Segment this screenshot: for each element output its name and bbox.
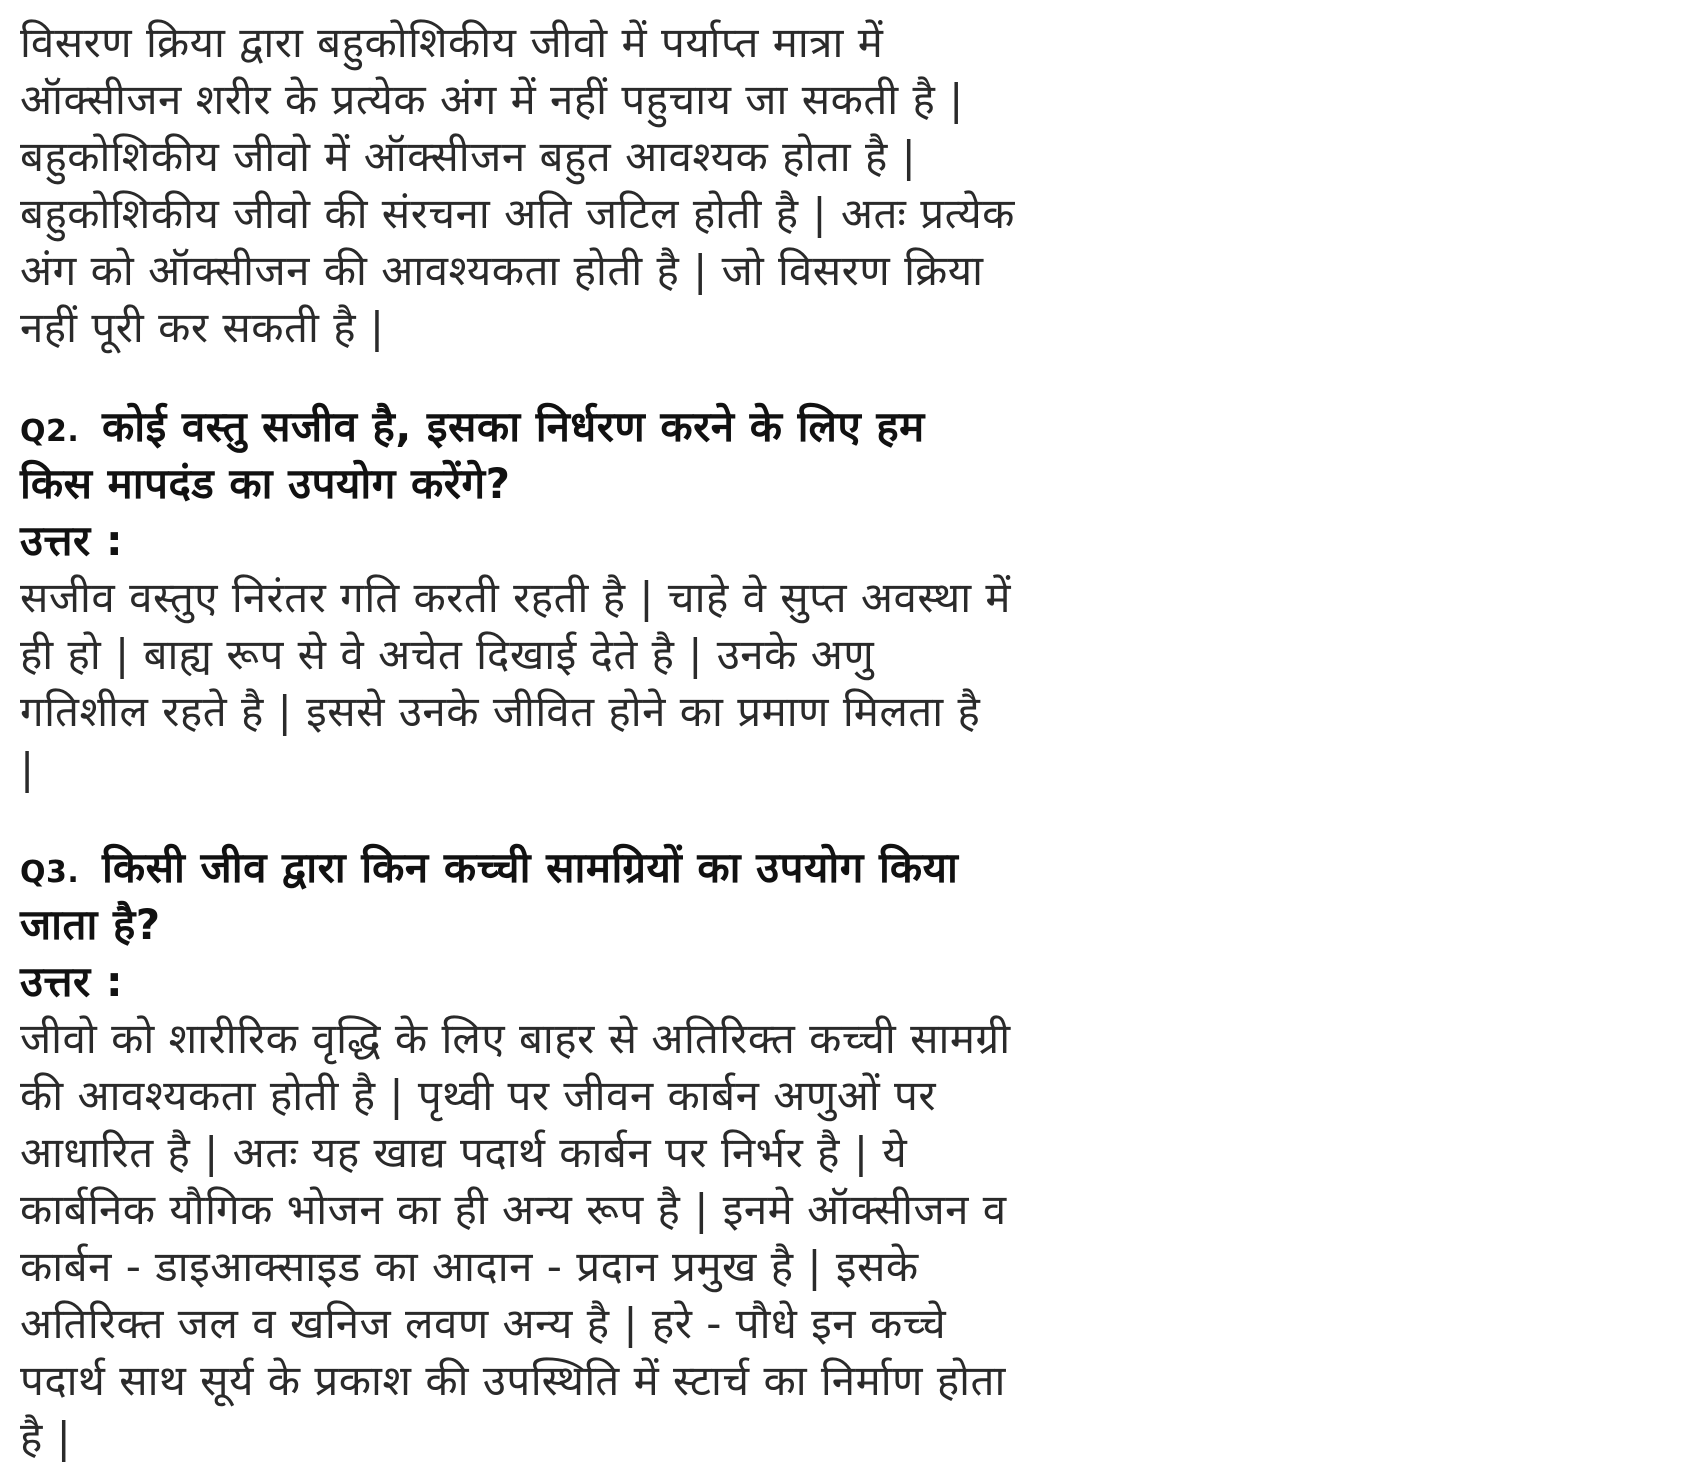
text-line: विसरण क्रिया द्वारा बहुकोशिकीय जीवो में पर्याप्त मात्रा में <box>20 18 884 67</box>
question-3-block <box>20 839 1180 1466</box>
question-2-line-1 <box>20 398 1180 455</box>
text-line: सजीव वस्तुए निरंतर गति करती रहती है | चाहे वे सुप्त अवस्था में <box>20 573 1012 622</box>
question-3-line-1 <box>20 839 1180 896</box>
question-2-block <box>20 398 1180 797</box>
text-line: ऑक्सीजन शरीर के प्रत्येक अंग में नहीं पहुचाय जा सकती है | <box>20 75 964 124</box>
question-text: किसी जीव द्वारा किन कच्ची सामग्रियों का उपयोग किया <box>102 843 959 892</box>
answer-label: उत्तर : <box>20 516 124 565</box>
text-line: गतिशील रहते है | इससे उनके जीवित होने का प्रमाण मिलता है <box>20 687 981 736</box>
text-line: | <box>20 744 35 793</box>
section-gap <box>20 356 1180 398</box>
text-line: है | <box>20 1413 72 1462</box>
question-number: Q2. <box>20 414 80 449</box>
text-line: ही हो | बाह्य रूप से वे अचेत दिखाई देते है | उनके अणु <box>20 630 875 679</box>
text-line: कार्बन - डाइआक्साइड का आदान - प्रदान प्रमुख है | इसके <box>20 1242 919 1291</box>
question-2-line-2: किस मापदंड का उपयोग करेंगे? <box>20 459 511 508</box>
document-page <box>20 14 1180 1466</box>
text-line: अतिरिक्त जल व खनिज लवण अन्य है | हरे - पौधे इन कच्चे <box>20 1299 947 1348</box>
text-line: पदार्थ साथ सूर्य के प्रकाश की उपस्थिति में स्टार्च का निर्माण होता <box>20 1356 1006 1405</box>
question-3-line-2: जाता है? <box>20 900 161 949</box>
text-line: जीवो को शारीरिक वृद्धि के लिए बाहर से अतिरिक्त कच्ची सामग्री <box>20 1014 1011 1063</box>
answer-label: उत्तर : <box>20 957 124 1006</box>
text-line: की आवश्यकता होती है | पृथ्वी पर जीवन कार्बन अणुओं पर <box>20 1071 937 1120</box>
text-line: बहुकोशिकीय जीवो में ऑक्सीजन बहुत आवश्यक होता है | <box>20 132 917 181</box>
text-line: नहीं पूरी कर सकती है | <box>20 303 385 352</box>
text-line: अंग को ऑक्सीजन की आवश्यकता होती है | जो विसरण क्रिया <box>20 246 984 295</box>
text-line: बहुकोशिकीय जीवो की संरचना अति जटिल होती है | अतः प्रत्येक <box>20 189 1015 238</box>
question-text: कोई वस्तु सजीव है, इसका निर्धरण करने के लिए हम <box>102 402 925 451</box>
section-gap <box>20 797 1180 839</box>
text-line: आधारित है | अतः यह खाद्य पदार्थ कार्बन पर निर्भर है | ये <box>20 1128 908 1177</box>
text-line: कार्बनिक यौगिक भोजन का ही अन्य रूप है | इनमे ऑक्सीजन व <box>20 1185 1007 1234</box>
intro-answer-paragraph <box>20 14 1180 356</box>
question-number: Q3. <box>20 855 80 890</box>
